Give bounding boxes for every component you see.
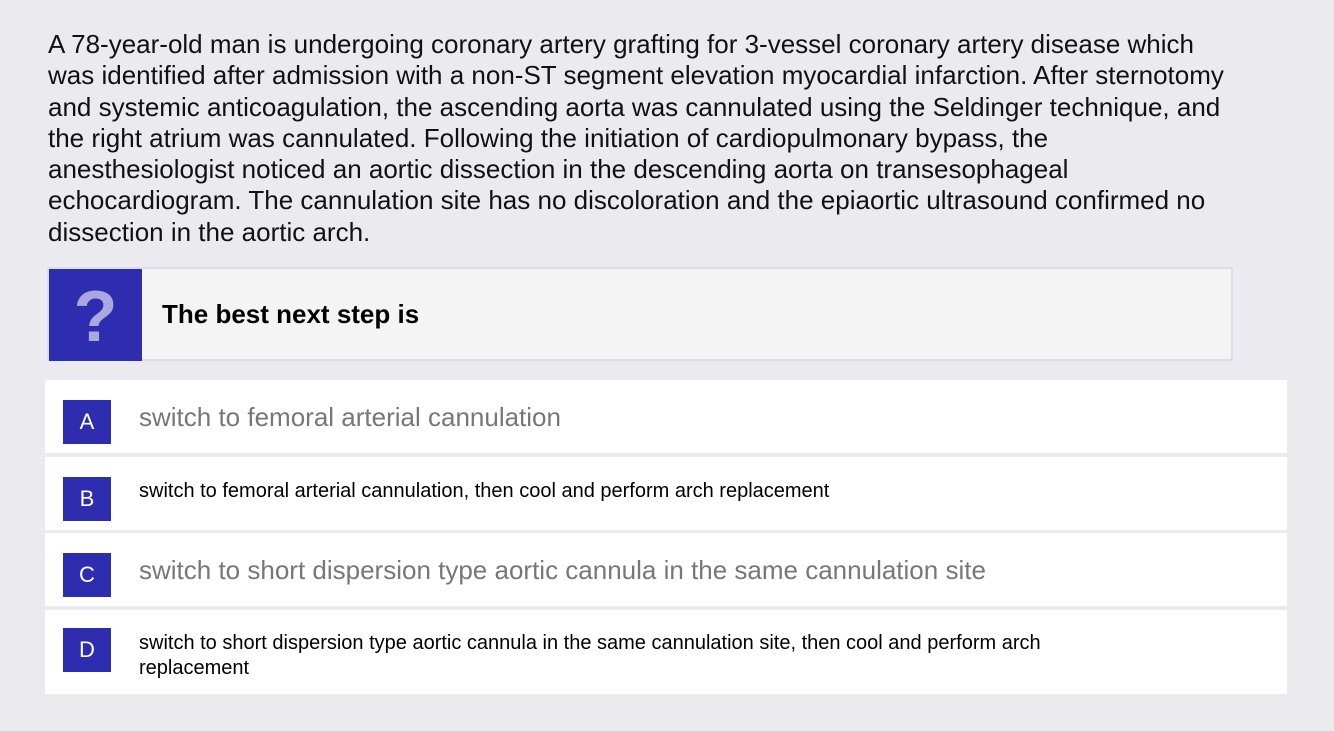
option-c[interactable] <box>45 533 1287 606</box>
option-text-d: switch to short dispersion type aortic cannula in the same cannulation site, then cool and perform arch replacement <box>139 632 1041 679</box>
option-letter-d: D <box>63 628 111 672</box>
question-mark-icon: ? <box>49 269 142 361</box>
option-text-a: switch to femoral arterial cannulation <box>139 402 561 432</box>
option-text-b: switch to femoral arterial cannulation, then cool and perform arch replacement <box>139 480 830 502</box>
question-prompt: The best next step is <box>162 299 420 329</box>
option-a[interactable] <box>45 380 1287 453</box>
option-b[interactable] <box>45 457 1287 530</box>
option-text-c: switch to short dispersion type aortic cannula in the same cannulation site <box>139 555 986 585</box>
option-letter-a: A <box>63 400 111 444</box>
option-letter-c: C <box>63 553 111 597</box>
option-letter-b: B <box>63 477 111 521</box>
option-d[interactable] <box>45 610 1287 694</box>
question-prompt-box <box>47 267 1233 361</box>
question-stem: A 78-year-old man is undergoing coronary artery grafting for 3-vessel coronary artery disease which was identified after admission with a non-ST segment elevation myocardial infarction. After sternotomy and systemic anticoagulation, the ascending aorta was cannulated using the Seldinger technique, and the right atrium was cannulated. Following the initiation of cardiopulmonary bypass, the anesthesiologist noticed an aortic dissection in the descending aorta on transesophageal echocardiogram. The cannulation site has no discoloration and the epiaortic ultrasound confirmed no dissection in the aortic arch. <box>48 29 1224 247</box>
